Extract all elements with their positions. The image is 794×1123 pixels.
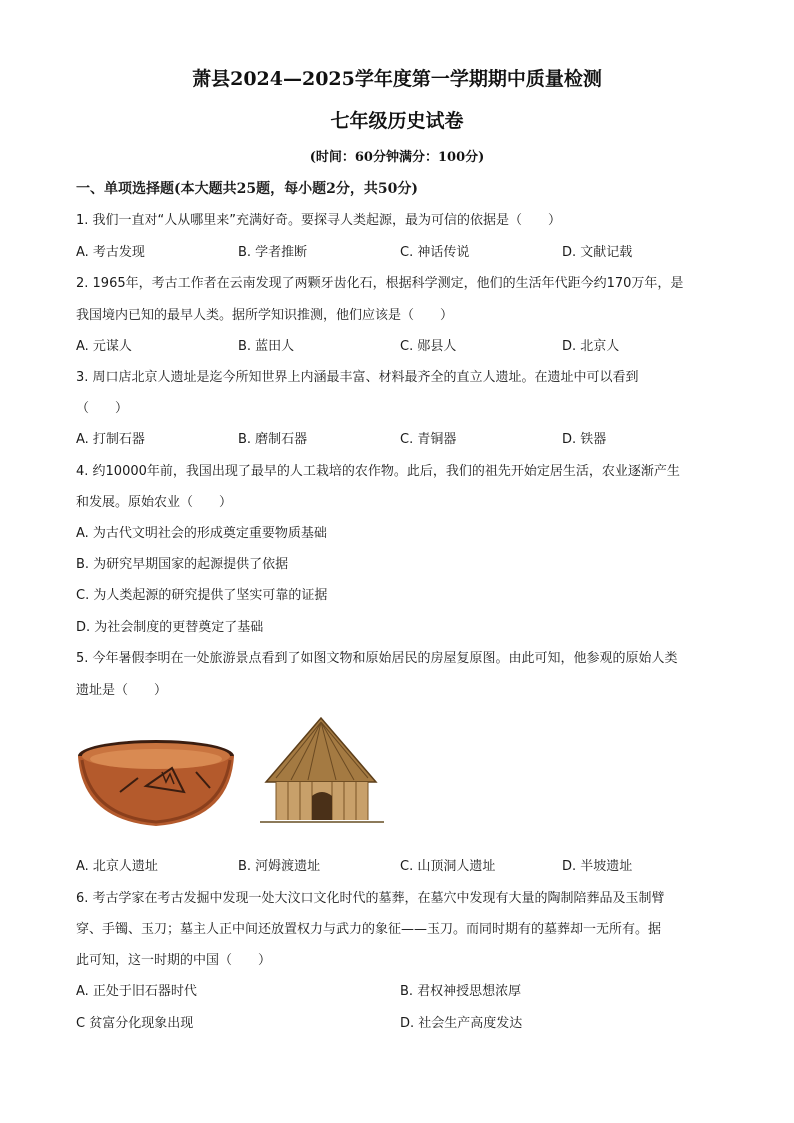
q5-option-b: B. 河姆渡遗址	[238, 859, 321, 874]
q2-option-b: B. 蓝田人	[238, 339, 295, 354]
q2-option-c: C. 郧县人	[400, 339, 457, 354]
q1-stem: 1. 我们一直对“人从哪里来”充满好奇。要探寻人类起源，最为可信的依据是（ ）	[76, 213, 562, 228]
q4-option-a: A. 为古代文明社会的形成奠定重要物质基础	[76, 526, 327, 541]
q5-option-a: A. 北京人遗址	[76, 859, 158, 874]
q5-figures	[76, 712, 406, 832]
q6-stem-line1: 6. 考古学家在考古发掘中发现一处大汶口文化时代的墓葬，在墓穴中发现有大量的陶制陪葬品及玉制臂	[76, 891, 665, 906]
q2-option-a: A. 元谋人	[76, 339, 132, 354]
q4-option-d: D. 为社会制度的更替奠定了基础	[76, 620, 264, 635]
q5-option-d: D. 半坡遗址	[562, 859, 633, 874]
q3-option-b: B. 磨制石器	[238, 432, 308, 447]
q2-option-d: D. 北京人	[562, 339, 620, 354]
q4-stem-line1: 4. 约10000年前，我国出现了最早的人工栽培的农作物。此后，我们的祖先开始定居生活，农业逐渐产生	[76, 464, 680, 479]
q3-option-c: C. 青铜器	[400, 432, 457, 447]
thatched-hut-image	[260, 718, 384, 822]
q3-stem-line1: 3. 周口店北京人遗址是迄今所知世界上内涵最丰富、材料最齐全的直立人遗址。在遗址中可以看到	[76, 370, 639, 385]
q1-option-a: A. 考古发现	[76, 245, 145, 260]
q2-stem-line2: 我国境内已知的最早人类。据所学知识推测，他们应该是（ ）	[76, 308, 454, 323]
q6-option-b: B. 君权神授思想浓厚	[400, 984, 522, 999]
q1-option-d: D. 文献记载	[562, 245, 633, 260]
exam-subtitle: 七年级历史试卷	[330, 110, 464, 132]
q6-option-d: D. 社会生产高度发达	[400, 1016, 523, 1031]
q1-option-c: C. 神话传说	[400, 245, 470, 260]
q6-stem-line2: 穿、手镯、玉刀；墓主人正中间还放置权力与武力的象征——玉刀。而同时期有的墓葬却一无所有。据	[76, 922, 662, 937]
q4-option-c: C. 为人类起源的研究提供了坚实可靠的证据	[76, 588, 328, 603]
q5-stem-line2: 遗址是（ ）	[76, 683, 168, 698]
q5-stem-line1: 5. 今年暑假李明在一处旅游景点看到了如图文物和原始居民的房屋复原图。由此可知，他参观的原始人类	[76, 651, 678, 666]
q4-stem-line2: 和发展。原始农业（ ）	[76, 495, 233, 510]
q5-option-c: C. 山顶洞人遗址	[400, 859, 496, 874]
q3-option-a: A. 打制石器	[76, 432, 145, 447]
q3-stem-line2: （ ）	[76, 401, 129, 416]
section-heading: 一、单项选择题(本大题共25题，每小题2分，共50分)	[76, 181, 418, 197]
q6-option-c: C 贫富分化现象出现	[76, 1016, 194, 1031]
q4-option-b: B. 为研究早期国家的起源提供了依据	[76, 557, 289, 572]
exam-title: 萧县2024—2025学年度第一学期期中质量检测	[192, 68, 602, 90]
q3-option-d: D. 铁器	[562, 432, 607, 447]
painted-pottery-bowl-image	[78, 740, 234, 826]
q1-option-b: B. 学者推断	[238, 245, 308, 260]
q6-stem-line3: 此可知，这一时期的中国（ ）	[76, 953, 272, 968]
q2-stem-line1: 2. 1965年，考古工作者在云南发现了两颗牙齿化石，根据科学测定，他们的生活年代距今约170万年，是	[76, 276, 684, 291]
exam-meta: (时间：60分钟满分：100分)	[309, 150, 485, 165]
q6-option-a: A. 正处于旧石器时代	[76, 984, 197, 999]
